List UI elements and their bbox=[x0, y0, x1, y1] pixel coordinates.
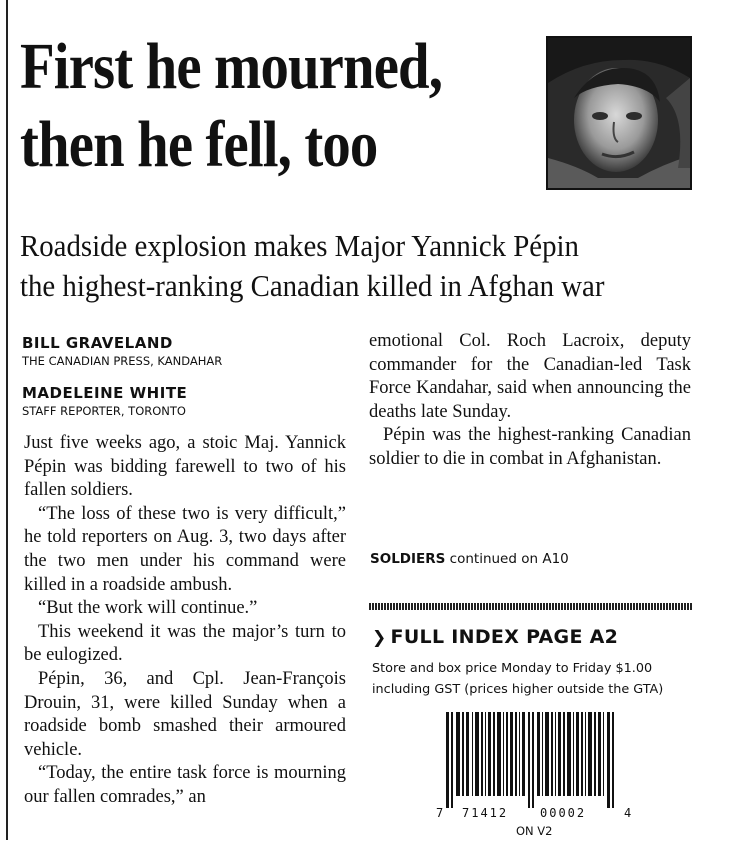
subheadline-line-1: Roadside explosion makes Major Yannick Pépin bbox=[20, 228, 579, 263]
paragraph: Pépin was the highest-ranking Canadian soldier to die in combat in Afghanistan. bbox=[369, 425, 691, 469]
byline-author: BILL GRAVELAND bbox=[22, 334, 173, 352]
byline-2 bbox=[22, 384, 187, 418]
barcode-group-1: 71412 bbox=[462, 806, 509, 820]
subheadline bbox=[20, 226, 690, 306]
upc-barcode bbox=[446, 712, 618, 808]
barcode-check-digit: 4 bbox=[624, 806, 632, 820]
paragraph: “But the work will continue.” bbox=[38, 598, 258, 619]
index-label: FULL INDEX PAGE A2 bbox=[390, 626, 619, 648]
barcode-group-2: 00002 bbox=[540, 806, 587, 820]
edition-code: ON V2 bbox=[516, 824, 553, 838]
byline-affiliation: STAFF REPORTER, TORONTO bbox=[22, 404, 186, 418]
jump-keyword: SOLDIERS bbox=[370, 551, 446, 567]
paragraph: “Today, the entire task force is mourning our fallen comrades,” an bbox=[24, 763, 346, 807]
paragraph: This weekend it was the major’s turn to be eulogized. bbox=[24, 621, 346, 666]
article-column-right bbox=[369, 330, 691, 472]
column-rule bbox=[6, 0, 8, 840]
jump-text: continued on A10 bbox=[445, 551, 569, 567]
jump-line[interactable] bbox=[370, 551, 569, 567]
headline-line-2: then he fell, too bbox=[20, 108, 378, 181]
price-notice bbox=[372, 658, 702, 700]
byline-affiliation: THE CANADIAN PRESS, KANDAHAR bbox=[22, 354, 223, 368]
paragraph: “The loss of these two is very difficult,” he told reporters on Aug. 3, two days after the two men under his command were killed in a roadside ambush. bbox=[24, 503, 346, 595]
paragraph: emotional Col. Roch Lacroix, deputy commander for the Canadian-led Task Force Kandahar, said when announcing the deaths late Sunday. bbox=[369, 331, 691, 422]
subheadline-line-2: the highest-ranking Canadian killed in Afghan war bbox=[20, 268, 605, 303]
soldier-portrait-photo bbox=[546, 36, 692, 190]
headline bbox=[20, 28, 467, 184]
article-column-left bbox=[24, 432, 346, 810]
byline-author: MADELEINE WHITE bbox=[22, 384, 188, 402]
index-divider bbox=[369, 603, 693, 610]
portrait-image bbox=[548, 38, 690, 188]
chevron-right-icon: ❯ bbox=[372, 628, 387, 648]
index-link[interactable] bbox=[372, 626, 618, 648]
byline-1 bbox=[22, 334, 222, 368]
price-line-2: including GST (prices higher outside the GTA) bbox=[372, 682, 664, 697]
price-line-1: Store and box price Monday to Friday $1.00 bbox=[372, 661, 653, 676]
paragraph: Pépin, 36, and Cpl. Jean-François Drouin, 31, were killed Sunday when a roadside bomb smashed their armoured vehicle. bbox=[24, 668, 346, 760]
paragraph: Just five weeks ago, a stoic Maj. Yannick Pépin was bidding farewell to two of his fallen soldiers. bbox=[24, 433, 346, 501]
headline-line-1: First he mourned, bbox=[20, 30, 443, 103]
barcode-lead-digit: 7 bbox=[436, 806, 444, 820]
